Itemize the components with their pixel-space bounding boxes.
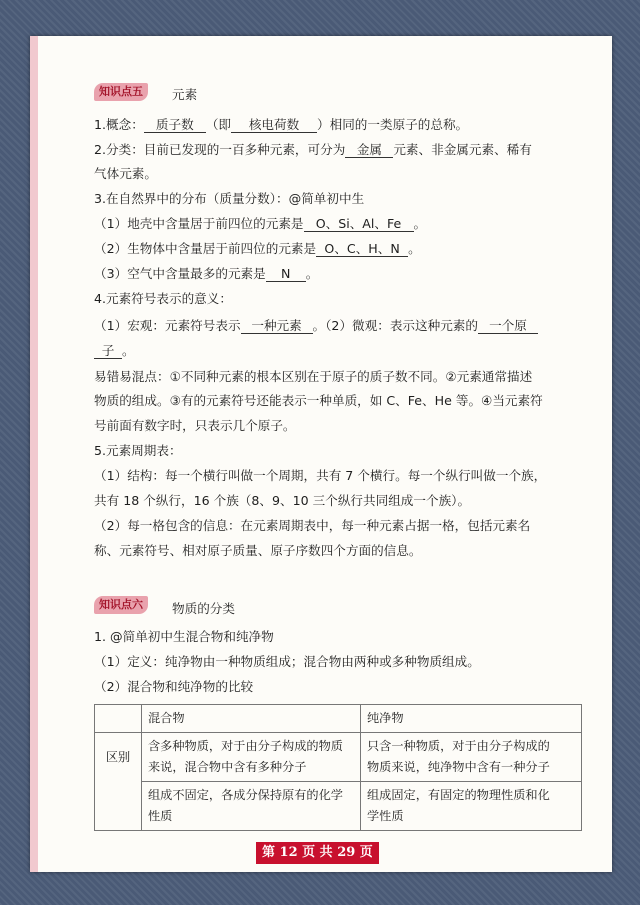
air-line: （3）空气中含量最多的元素是 N 。 (94, 266, 319, 281)
table-cell: 组成不固定，各成分保持原有的化学 性质 (142, 782, 361, 831)
blank-answer: O、Si、Al、Fe (304, 216, 414, 232)
section-title-6: 物质的分类 (172, 601, 235, 616)
blank-answer: 一个原 (478, 318, 538, 334)
page-number: 第 12 页 共 29 页 (256, 842, 379, 864)
table-row (95, 782, 582, 831)
table-cell: 组成固定，有固定的物理性质和化 学性质 (361, 782, 582, 831)
row-label: 区别 (95, 733, 142, 831)
definition-line: （1）定义：纯净物由一种物质组成；混合物由两种或多种物质组成。 (94, 654, 480, 669)
blank-answer: 质子数 (144, 117, 206, 133)
table-row (95, 705, 582, 733)
periodic-line-3: （2）每一格包含的信息：在元素周期表中，每一种元素占据一格，包括元素名 (94, 518, 531, 533)
meaning-line-1: （1）宏观：元素符号表示 一种元素 。（2）微观：表示这种元素的 一个原 (94, 317, 538, 335)
header-mixture: 混合物 (142, 705, 361, 733)
section-badge-5: 知识点五 (94, 83, 148, 101)
table-cell: 含多种物质，对于由分子构成的物质 来说，混合物中含有多种分子 (142, 733, 361, 782)
section-title-5: 元素 (172, 87, 198, 102)
meaning-line-2: 子 。 (94, 342, 135, 360)
blank-answer: O、C、H、N (316, 241, 408, 257)
confuse-line-1: 易错易混点：①不同种元素的根本区别在于原子的质子数不同。②元素通常描述 (94, 369, 533, 384)
classify-line-2: 气体元素。 (94, 166, 157, 181)
comparison-table (94, 704, 582, 831)
bio-line: （2）生物体中含量居于前四位的元素是 O、C、H、N 。 (94, 241, 421, 256)
table-row (95, 733, 582, 782)
meaning-heading: 4.元素符号表示的意义： (94, 291, 232, 306)
classify-line: 2.分类：目前已发现的一百多种元素，可分为 金属 元素、非金属元素、稀有 (94, 142, 532, 157)
mix-heading: 1. @简单初中生混合物和纯净物 (94, 629, 274, 644)
confuse-line-2: 物质的组成。③有的元素符号还能表示一种单质，如 C、Fe、He 等。④当元素符 (94, 393, 543, 408)
header-pure: 纯净物 (361, 705, 582, 733)
concept-line: 1.概念： 质子数 （即 核电荷数 ）相同的一类原子的总称。 (94, 117, 469, 132)
table-cell (95, 705, 142, 733)
crust-line: （1）地壳中含量居于前四位的元素是 O、Si、Al、Fe 。 (94, 216, 427, 231)
margin-line (30, 36, 38, 872)
blank-answer: 一种元素 (241, 318, 313, 334)
periodic-line-1: （1）结构：每一个横行叫做一个周期，共有 7 个横行。每一个纵行叫做一个族， (94, 468, 547, 483)
periodic-line-2: 共有 18 个纵行，16 个族（8、9、10 三个纵行共同组成一个族）。 (94, 493, 471, 508)
confuse-line-3: 号前面有数字时，只表示几个原子。 (94, 418, 296, 433)
table-cell: 只含一种物质，对于由分子构成的 物质来说，纯净物中含有一种分子 (361, 733, 582, 782)
blank-answer: N (266, 266, 306, 282)
periodic-line-4: 称、元素符号、相对原子质量、原子序数四个方面的信息。 (94, 543, 422, 558)
blank-answer: 金属 (345, 142, 393, 158)
blank-answer: 核电荷数 (231, 117, 317, 133)
blank-answer: 子 (94, 343, 122, 359)
section-badge-6: 知识点六 (94, 596, 148, 614)
compare-heading: （2）混合物和纯净物的比较 (94, 679, 254, 694)
paper-sheet (30, 36, 612, 872)
periodic-heading: 5.元素周期表： (94, 443, 182, 458)
nature-heading: 3.在自然界中的分布（质量分数）：@简单初中生 (94, 191, 365, 206)
